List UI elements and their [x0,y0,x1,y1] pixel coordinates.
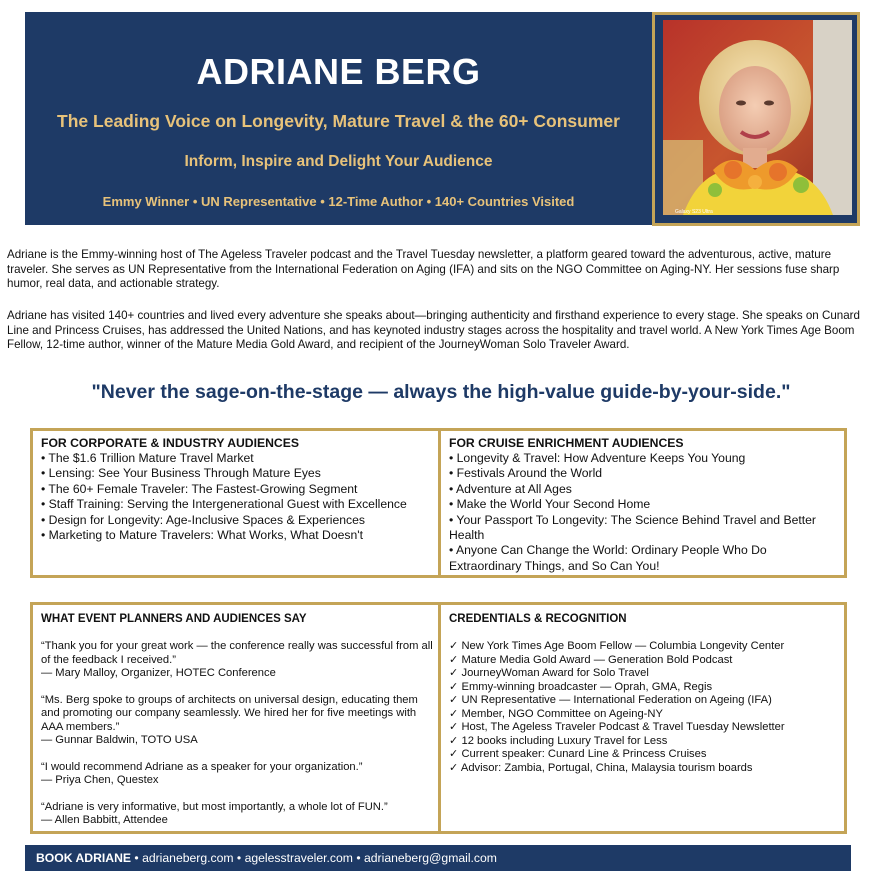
speaker-name: ADRIANE BERG [196,51,481,92]
list-item: • Adventure at All Ages [449,481,572,496]
testimonial [41,761,433,788]
testimonial-quote: “Thank you for your great work — the conference really was successful from all of the feedback I received.” [41,640,433,666]
list-item: • Staff Training: Serving the Intergenerational Guest with Excellence [41,497,407,512]
cruise-topics [441,431,844,575]
testimonial-author: — Mary Malloy, Organizer, HOTEC Conference [41,667,276,679]
cruise-list [449,451,837,574]
cruise-heading: FOR CRUISE ENRICHMENT AUDIENCES [449,436,684,450]
testimonial-author: — Priya Chen, Questex [41,774,159,786]
testimonial-author: — Gunnar Baldwin, TOTO USA [41,734,198,746]
credentials [441,605,844,831]
testimonials-heading: WHAT EVENT PLANNERS AND AUDIENCES SAY [41,613,307,625]
testimonial-quote: “I would recommend Adriane as a speaker for your organization.” [41,760,363,773]
testimonial-author: — Allen Babbitt, Attendee [41,814,168,826]
header-banner [25,12,652,225]
list-item: • Marketing to Mature Travelers: What Works, What Doesn't [41,528,363,543]
list-item: • Festivals Around the World [449,466,603,481]
list-item: ✓ Mature Media Gold Award — Generation Bold Podcast [449,653,733,666]
photo-caption: Galaxy S23 Ultra [675,209,713,215]
testimonials-credentials-box [30,602,847,834]
list-item: ✓ Advisor: Zambia, Portugal, China, Malaysia tourism boards [449,761,753,774]
bio-paragraph-2: Adriane has visited 140+ countries and lived every adventure she speaks about—bringing authenticity and firsthand experience to every stage. She speaks on Cunard Line and Princess Cruises, has addressed the United Nations, and has keynoted industry stages across the hospitality and travel world. A New York Times Age Boom Fellow, 12-time author, winner of the Mature Media Gold Award, and recipient of the JourneyWoman Solo Traveler Award. [7,309,860,351]
list-item: • Longevity & Travel: How Adventure Keeps You Young [449,451,746,465]
testimonial-quote: “Adriane is very informative, but most importantly, a whole lot of FUN.” [41,800,388,813]
list-item: • Design for Longevity: Age-Inclusive Spaces & Experiences [41,512,366,527]
list-item: ✓ JourneyWoman Award for Solo Travel [449,667,649,679]
tagline: The Leading Voice on Longevity, Mature Travel & the 60+ Consumer [57,111,620,131]
portrait-frame [652,12,860,226]
list-item: • Your Passport To Longevity: The Science Behind Travel and Better Health [449,512,816,543]
subtitle: Inform, Inspire and Delight Your Audience [184,153,493,170]
list-item: • The 60+ Female Traveler: The Fastest-Growing Segment [41,481,358,496]
testimonial [41,801,433,828]
list-item: ✓ 12 books including Luxury Travel for Less [449,734,668,747]
topics-box [30,428,847,578]
list-item: ✓ New York Times Age Boom Fellow — Columbia Longevity Center [449,640,785,652]
list-item: ✓ Host, The Ageless Traveler Podcast & Travel Tuesday Newsletter [449,721,785,733]
testimonial [41,694,433,748]
list-item: ✓ Member, NGO Committee on Ageing-NY [449,707,663,720]
testimonial [41,640,433,681]
book-label: BOOK ADRIANE [36,851,132,865]
credentials-list [449,640,837,775]
contact-links[interactable]: • adrianeberg.com • agelesstraveler.com • adrianeberg@gmail.com [131,851,497,865]
corporate-topics [33,431,440,575]
list-item: ✓ UN Representative — International Federation on Ageing (IFA) [449,694,772,706]
list-item: ✓ Current speaker: Cunard Line & Princess Cruises [449,748,707,760]
list-item: • Lensing: See Your Business Through Mature Eyes [41,466,321,481]
portrait-photo [663,20,852,215]
credentials-line: Emmy Winner • UN Representative • 12-Time Author • 140+ Countries Visited [102,194,575,209]
credentials-heading: CREDENTIALS & RECOGNITION [449,613,627,625]
list-item: • Anyone Can Change the World: Ordinary People Who Do Extraordinary Things, and So Can You! [449,543,767,573]
corporate-heading: FOR CORPORATE & INDUSTRY AUDIENCES [41,436,299,450]
pull-quote: "Never the sage-on-the-stage — always the high-value guide-by-your-side." [91,381,791,403]
list-item: • The $1.6 Trillion Mature Travel Market [41,451,254,465]
corporate-list [41,451,433,543]
booking-footer [25,845,851,871]
testimonial-quote: “Ms. Berg spoke to groups of architects on universal design, educating them and promoting our company seamlessly. We hired her for five meetings with AAA members.” [41,693,418,733]
list-item: • Make the World Your Second Home [449,497,651,512]
bio-paragraph-1: Adriane is the Emmy-winning host of The Ageless Traveler podcast and the Travel Tuesday newsletter, a platform geared toward the adventurous, active, mature traveler. She serves as UN Representative from the International Federation on Aging (IFA) and sits on the NGO Committee on Aging-NY. Her sessions fuse sharp humor, real data, and actionable strategy. [7,248,840,290]
testimonials [33,605,440,831]
list-item: ✓ Emmy-winning broadcaster — Oprah, GMA, Regis [449,680,713,693]
